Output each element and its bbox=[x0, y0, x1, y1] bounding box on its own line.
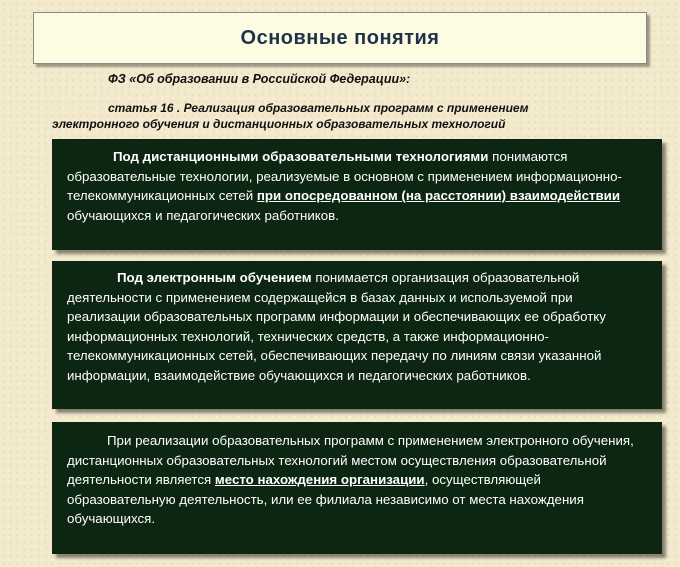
note-emphasis: место нахождения организации bbox=[214, 472, 425, 487]
article-line-2: электронного обучения и дистанционных образовательных технологий bbox=[52, 117, 506, 131]
article-line-1: статья 16 . Реализация образовательных программ с применением bbox=[108, 101, 529, 115]
definition-term: Под электронным обучением bbox=[117, 270, 312, 285]
definition-text bbox=[67, 147, 648, 225]
note-tail: , осуществляющей образовательную деятельность, или ее филиала независимо от места нахождения обучающихся. bbox=[67, 472, 584, 526]
definition-body: понимается организация образовательной деятельности с применением содержащейся в базах данных и используемой при реализации образовательных программ информации и обеспечивающих ее обработку информационных технологий, технических средств, а также информационно-телекоммуникационных сетей, обеспечивающих передачу по линиям связи указанной информации, взаимодействие обучающихся и педагогических работников. bbox=[67, 270, 606, 383]
definition-text bbox=[67, 268, 648, 385]
note-text bbox=[67, 431, 648, 529]
page-title: Основные понятия bbox=[240, 26, 440, 49]
definition-term: Под дистанционными образовательными технологиями bbox=[113, 149, 489, 164]
definition-e-learning bbox=[52, 261, 662, 409]
title-box bbox=[33, 12, 647, 64]
definition-body: понимаются образовательные технологии, реализуемые в основном с применением информационно-телекоммуникационных сетей bbox=[67, 149, 622, 203]
definition-emphasis: при опосредованном (на расстоянии) взаимодействии bbox=[256, 188, 621, 203]
definition-distance-technologies bbox=[52, 139, 662, 250]
definition-tail: обучающихся и педагогических работников. bbox=[67, 207, 339, 223]
note-body: При реализации образовательных программ с применением электронного обучения, дистанционных образовательных технологий местом осуществления образовательной деятельности является bbox=[67, 433, 634, 487]
law-reference: ФЗ «Об образовании в Российской Федерации»: bbox=[108, 72, 411, 86]
article-heading bbox=[52, 100, 652, 132]
place-of-activity-note bbox=[52, 422, 662, 554]
